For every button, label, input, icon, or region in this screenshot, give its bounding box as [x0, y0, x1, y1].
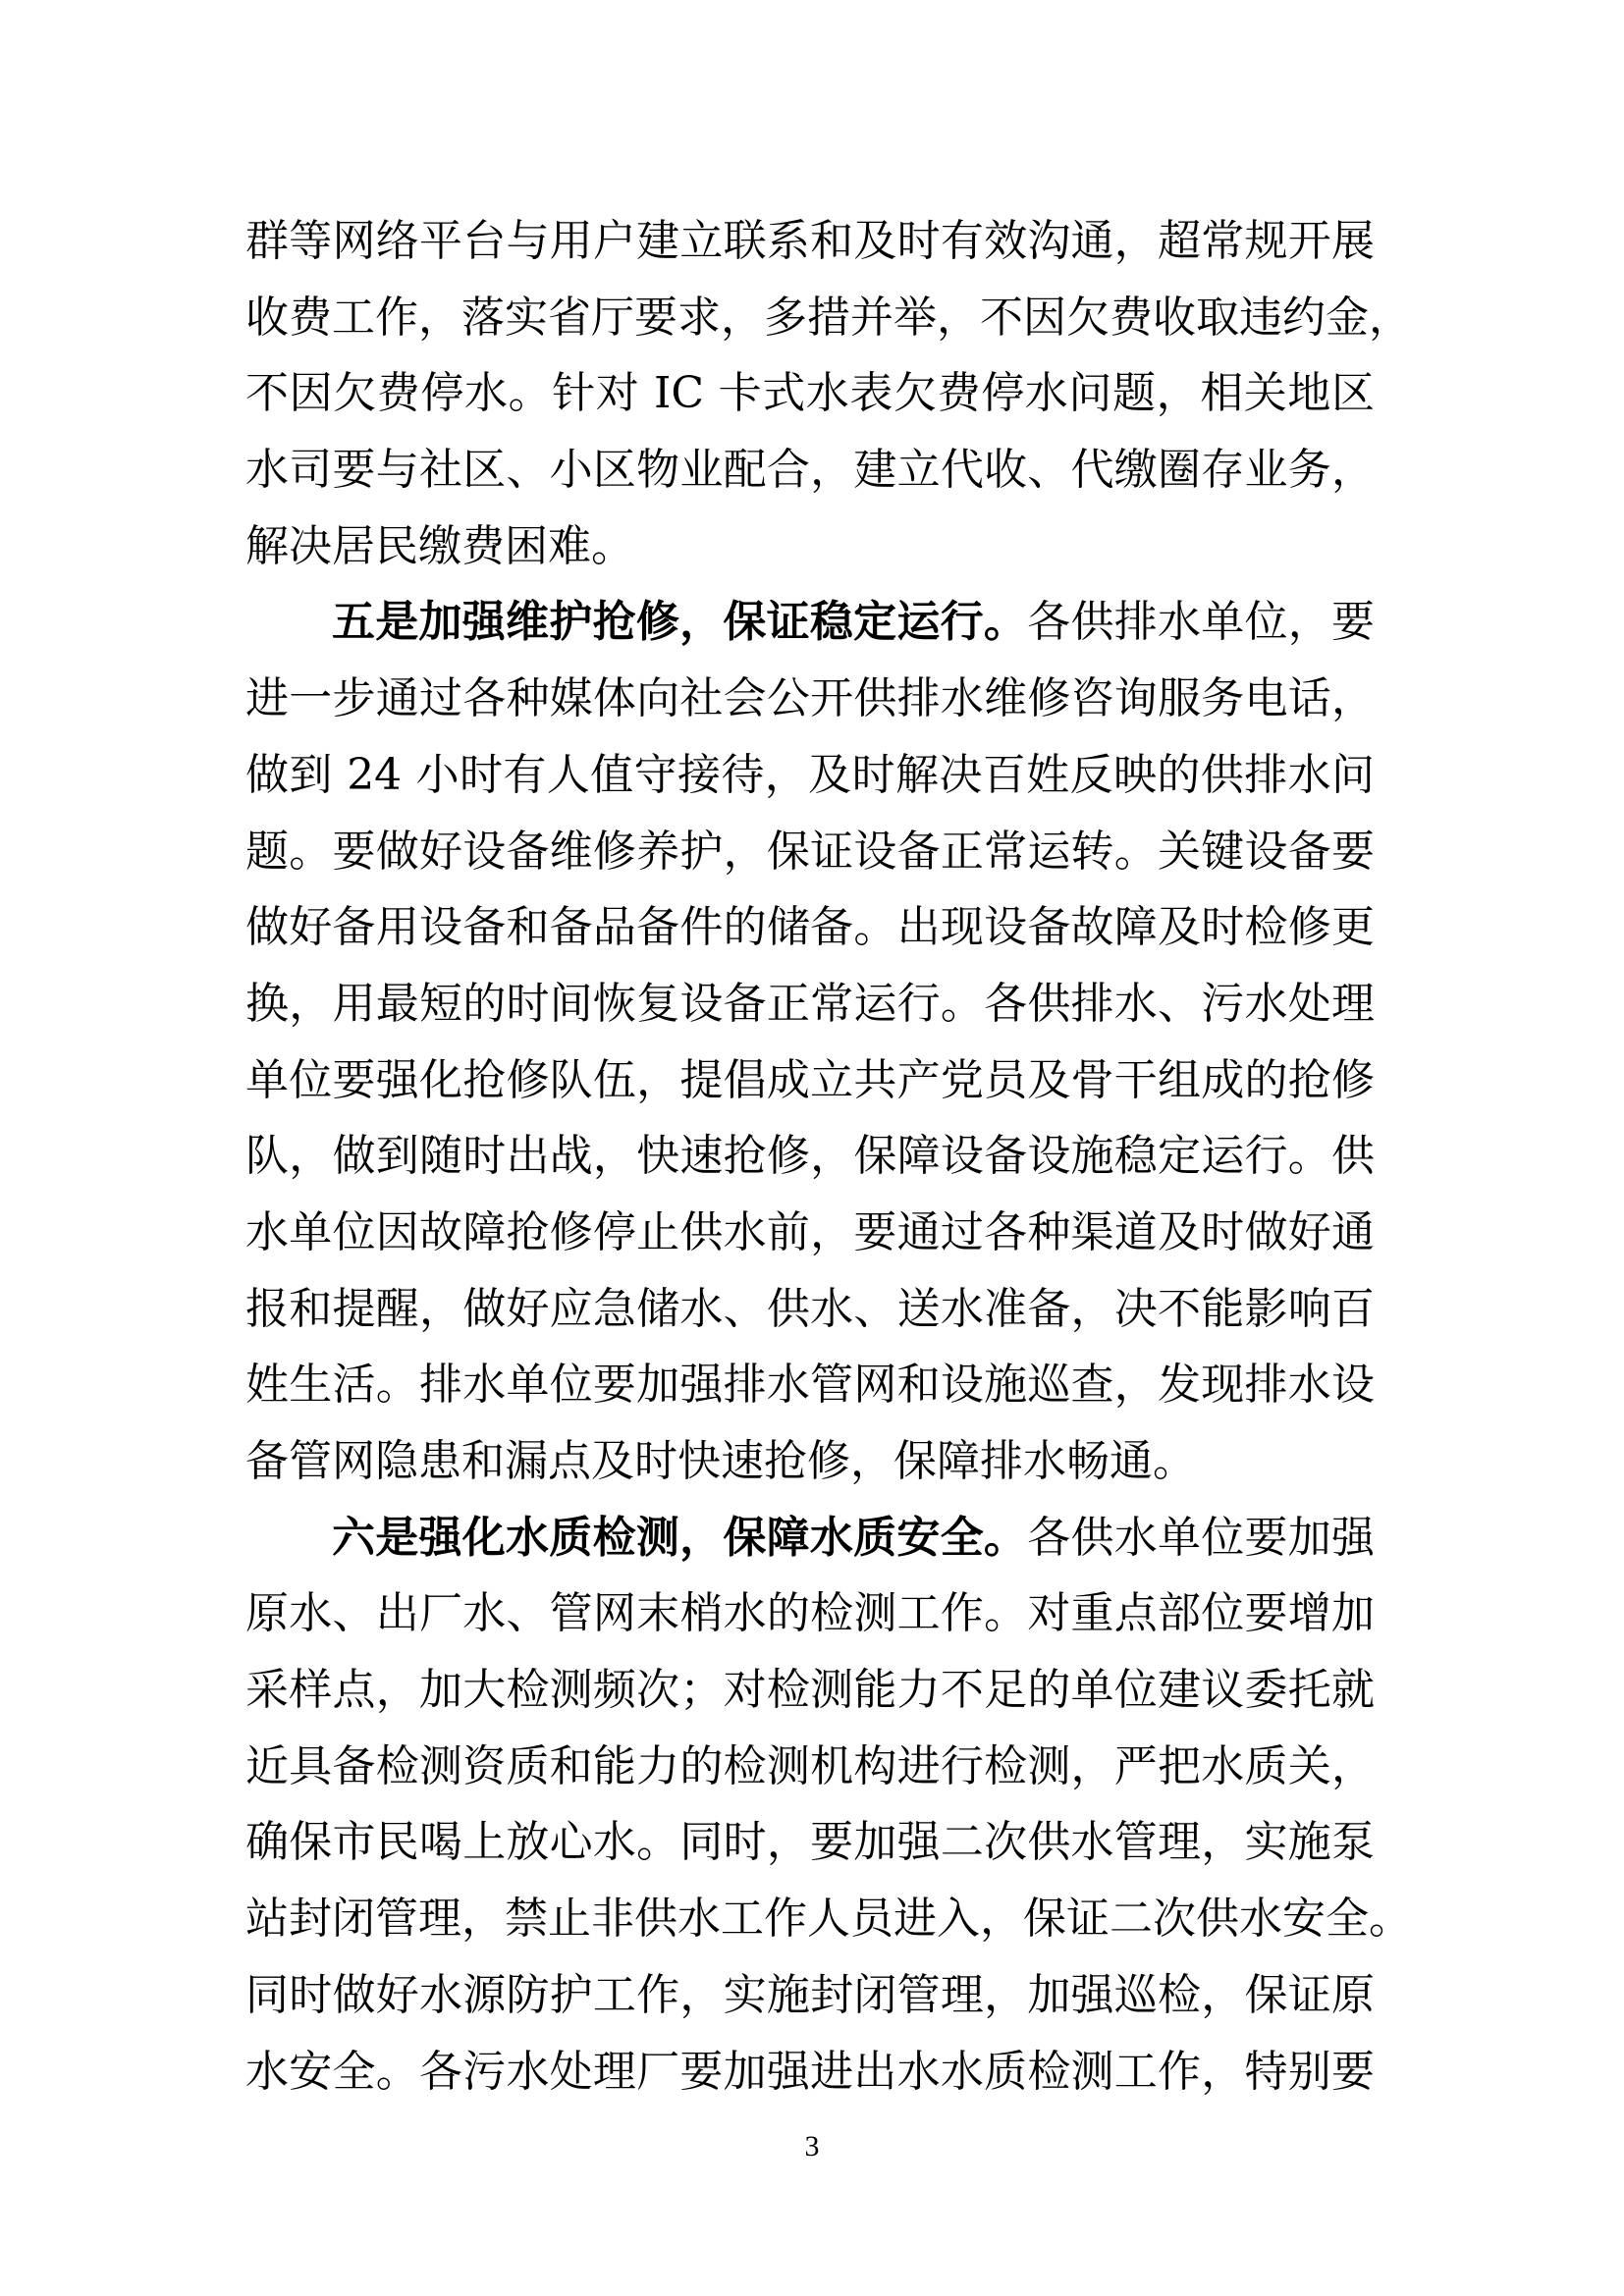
text-run: 采样点，加大检测频次；对检测能力不足的单位建议委托就 [245, 1665, 1375, 1716]
text-line [245, 508, 1375, 585]
text-line [245, 355, 1375, 432]
text-line [245, 1500, 1375, 1576]
text-line [245, 661, 1375, 737]
text-line [245, 432, 1375, 508]
text-line [245, 1881, 1412, 1957]
text-line [245, 1195, 1375, 1271]
text-run: 做好备用设备和备品备件的储备。出现设备故障及时检修更 [245, 902, 1375, 953]
text-run: 确保市民喝上放心水。同时，要加强二次供水管理，实施泵 [245, 1817, 1375, 1868]
paragraph [245, 1500, 1412, 2110]
text-line [245, 1042, 1375, 1119]
text-line [245, 889, 1375, 966]
text-line [245, 814, 1375, 890]
text-line [245, 1729, 1375, 1805]
text-line [245, 737, 1375, 814]
text-line [245, 1271, 1375, 1348]
text-run: 不因欠费停水。针对 IC 卡式水表欠费停水问题，相关地区 [245, 368, 1375, 419]
bold-heading-run: 五是加强维护抢修，保证稳定运行。 [332, 597, 1028, 648]
text-line [245, 2034, 1375, 2110]
paragraph [245, 584, 1375, 1499]
text-run: 进一步通过各种媒体向社会公开供排水维修咨询服务电话， [245, 673, 1375, 724]
paragraph [245, 203, 1412, 584]
text-run: 报和提醒，做好应急储水、供水、送水准备，决不能影响百 [245, 1283, 1375, 1334]
text-line [245, 1423, 1375, 1500]
text-line [245, 203, 1375, 280]
text-line [245, 1575, 1375, 1652]
text-run: 单位要强化抢修队伍，提倡成立共产党员及骨干组成的抢修 [245, 1054, 1375, 1105]
text-run: 近具备检测资质和能力的检测机构进行检测，严把水质关， [245, 1740, 1375, 1791]
text-run: 队，做到随时出战，快速抢修，保障设备设施稳定运行。供 [245, 1131, 1375, 1182]
text-run: 站封闭管理，禁止非供水工作人员进入，保证二次供水安全。 [245, 1894, 1412, 1945]
text-line [245, 1118, 1375, 1195]
page-number: 3 [804, 2130, 820, 2163]
text-run: 水单位因故障抢修停止供水前，要通过各种渠道及时做好通 [245, 1206, 1375, 1257]
text-run: 水司要与社区、小区物业配合，建立代收、代缴圈存业务， [245, 445, 1375, 496]
text-run: 原水、出厂水、管网末梢水的检测工作。对重点部位要增加 [245, 1588, 1375, 1639]
text-run: 水安全。各污水处理厂要加强进出水水质检测工作，特别要 [245, 2046, 1375, 2097]
text-run: 换，用最短的时间恢复设备正常运行。各供排水、污水处理 [245, 978, 1375, 1029]
text-line [245, 1957, 1375, 2034]
text-run: 姓生活。排水单位要加强排水管网和设施巡查，发现排水设 [245, 1360, 1375, 1411]
text-line [245, 1804, 1375, 1881]
text-line [245, 280, 1412, 356]
text-line [245, 584, 1375, 661]
text-line [245, 966, 1375, 1042]
text-run: 群等网络平台与用户建立联系和及时有效沟通，超常规开展 [245, 216, 1375, 266]
text-run: 做到 24 小时有人值守接待，及时解决百姓反映的供排水问 [245, 749, 1375, 800]
text-run: 题。要做好设备维修养护，保证设备正常运转。关键设备要 [245, 826, 1375, 877]
text-run: 各供水单位要加强 [1027, 1512, 1376, 1563]
text-line [245, 1652, 1375, 1729]
bold-heading-run: 六是强化水质检测，保障水质安全。 [332, 1512, 1028, 1563]
text-run: 解决居民缴费困难。 [245, 520, 634, 571]
text-run: 收费工作，落实省厅要求，多措并举，不因欠费收取违约金， [245, 292, 1412, 343]
text-line [245, 1347, 1375, 1423]
text-run: 同时做好水源防护工作，实施封闭管理，加强巡检，保证原 [245, 1969, 1375, 2020]
text-run: 各供排水单位，要 [1027, 597, 1376, 648]
document-body [245, 203, 1412, 2109]
text-run: 备管网隐患和漏点及时快速抢修，保障排水畅通。 [245, 1436, 1196, 1486]
